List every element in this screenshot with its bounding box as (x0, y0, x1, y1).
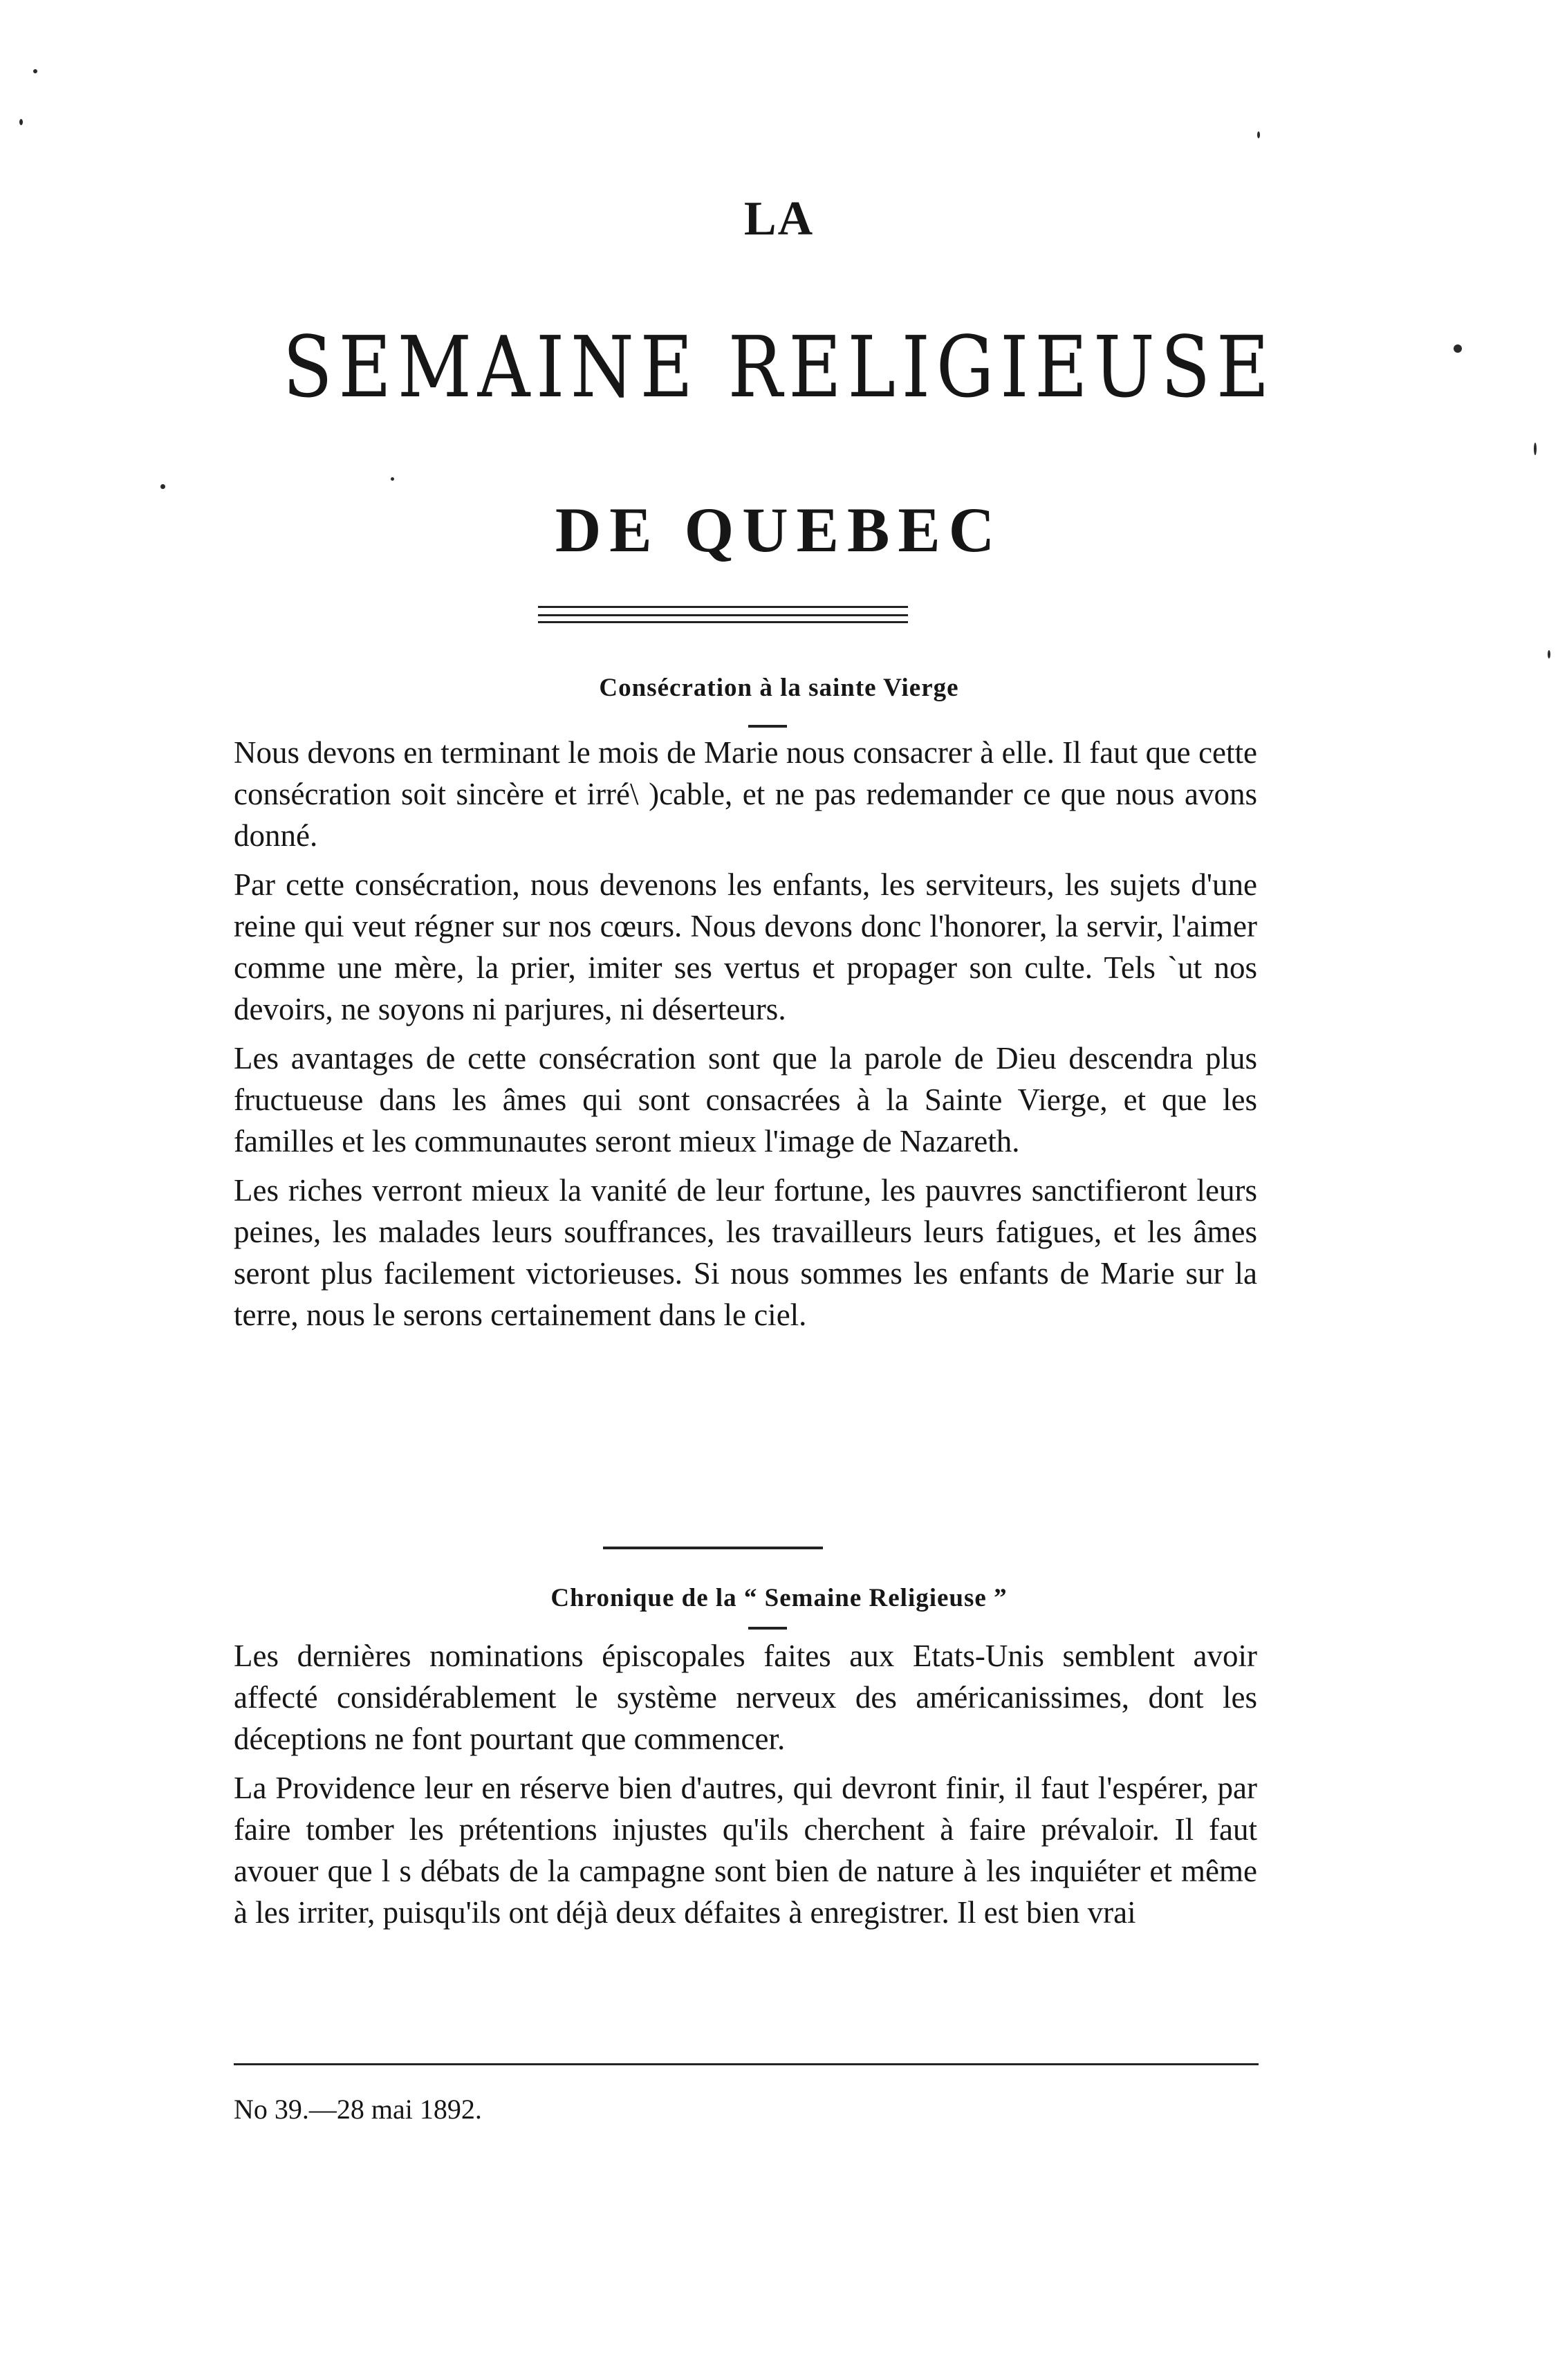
paragraph: Les avantages de cette consécration sont que la parole de Dieu descendra plus fructueuse dans les âmes qui sont consacrées à la Sainte Vierge, et que les familles et les communautes seront mieux l'image de Nazareth. (234, 1041, 1257, 1159)
masthead-rule (538, 621, 908, 623)
scan-speck (33, 69, 37, 73)
paragraph: Les riches verront mieux la vanité de leur fortune, les pauvres sanctifieront leurs peines, les malades leurs souffrances, les travailleurs leurs fatigues, et les âmes seront plus facilement victorieuses. Si nous sommes les enfants de Marie sur la terre, nous le serons certainement dans le ciel. (234, 1173, 1257, 1332)
scan-speck (391, 477, 394, 481)
paragraph: Nous devons en terminant le mois de Marie nous consacrer à elle. Il faut que cette consécration soit sincère et irré\ )cable, et ne pas redemander ce que nous avons donné. (234, 735, 1257, 853)
paragraph: Par cette consécration, nous devenons les enfants, les serviteurs, les sujets d'une reine qui veut régner sur nos cœurs. Nous devons donc l'honorer, la servir, l'aimer comme une mère, la prier, imiter ses vertus et propager son culte. Tels `ut nos devoirs, ne soyons ni parjures, ni déserteurs. (234, 867, 1257, 1026)
section-body-chronique (234, 1635, 1257, 1941)
scan-speck (1257, 131, 1260, 138)
heading-dash (748, 725, 787, 728)
scan-speck (1534, 443, 1537, 455)
masthead-title: SEMAINE RELIGIEUSE (282, 318, 1276, 416)
issue-footer: No 39.—28 mai 1892. (234, 2094, 482, 2125)
masthead-rule (538, 614, 908, 616)
paragraph: La Providence leur en réserve bien d'autres, qui devront finir, il faut l'espérer, par faire tomber les prétentions injustes qu'ils cherchent à faire prévaloir. Il faut avouer que l s débats de la campagne sont bien de nature à les inquiéter et même à les irriter, puisqu'ils ont déjà deux défaites à enregistrer. Il est bien vrai (234, 1771, 1257, 1930)
footer-rule (234, 2063, 1259, 2065)
masthead-subtitle: DE QUEBEC (555, 495, 1003, 565)
scan-speck (1454, 344, 1462, 353)
section-heading-chronique: Chronique de la “ Semaine Religieuse ” (550, 1584, 1008, 1612)
masthead-la: LA (743, 192, 815, 246)
masthead-rule (538, 606, 908, 608)
scan-speck (160, 484, 165, 489)
section-body-consecration (234, 732, 1257, 1343)
scan-speck (1548, 650, 1550, 658)
scan-speck (19, 119, 23, 125)
section-heading-consecration: Consécration à la sainte Vierge (599, 674, 959, 702)
paragraph: Les dernières nominations épiscopales faites aux Etats-Unis semblent avoir affecté considérablement le système nerveux des américanissimes, dont les déceptions ne font pourtant que commencer. (234, 1639, 1257, 1756)
heading-dash (748, 1627, 787, 1630)
section-separator (603, 1547, 823, 1549)
